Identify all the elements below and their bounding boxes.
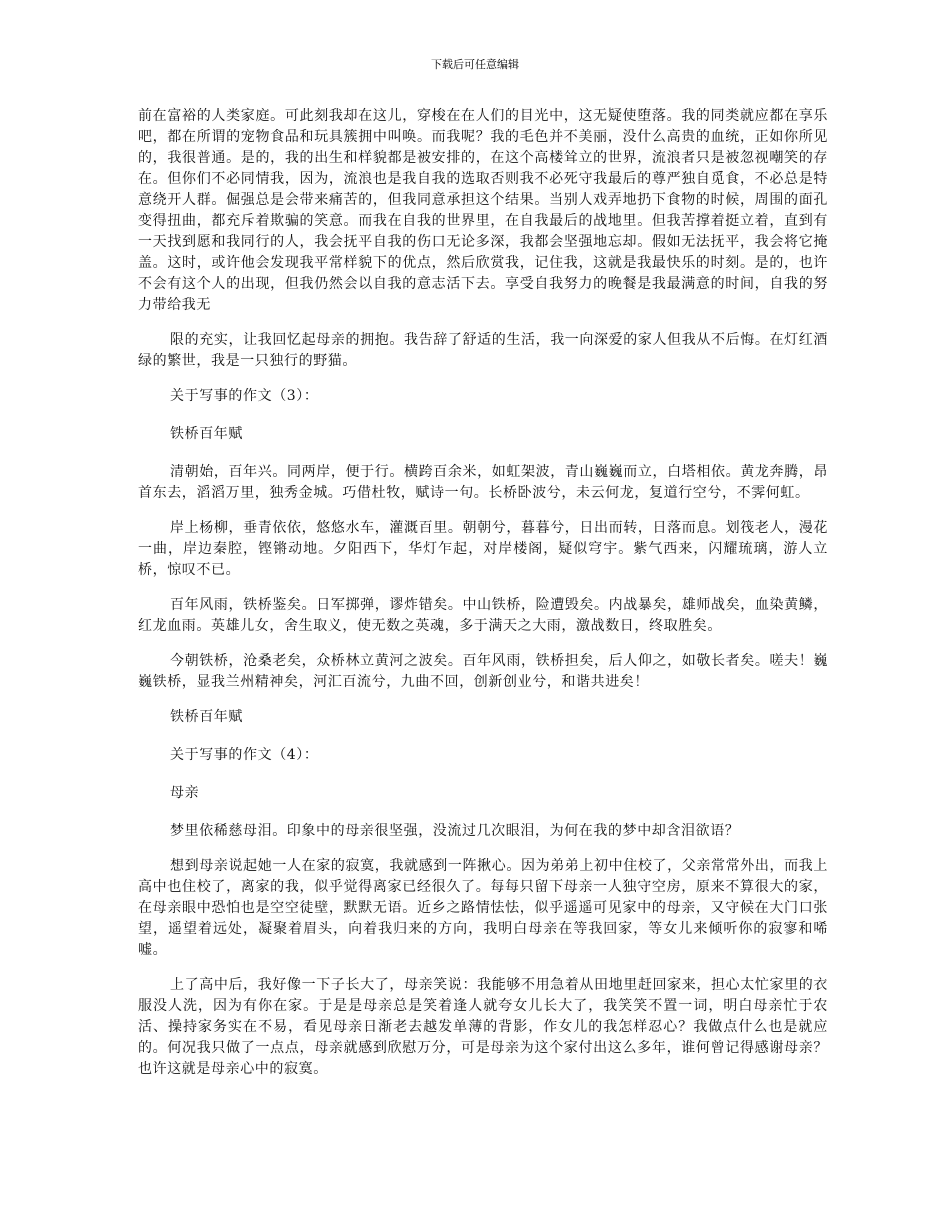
paragraph: 梦里依稀慈母泪。印象中的母亲很坚强，没流过几次眼泪，为何在我的梦中却含泪欲语？: [170, 823, 740, 839]
paragraph: 想到母亲说起她一人在家的寂寞，我就感到一阵揪心。因为弟弟上初中住校了，父亲常常外出，而我上高中也住校了，离家的我，似乎觉得离家已经很久了。每每只留下母亲一人独守空房，原来不算很大的家，在母亲眼中恐怕也是空空徒壁，默默无语。近乡之路情怯怯，似乎遥遥可见家中的母亲，又守候在大门口张望，遥望着远处，凝聚着眉头，向着我归来的方向，我明白母亲在等我回家，等女儿来倾听你的寂寥和唏嘘。: [138, 858, 828, 958]
paragraph: 清朝始，百年兴。同两岸，便于行。横跨百余米，如虹架波，青山巍巍而立，白塔相依。黄龙奔腾，昂首东去，滔滔万里，独秀金城。巧借杜牧，赋诗一句。长桥卧波兮，未云何龙，复道行空兮，不霁何虹。: [138, 464, 828, 501]
document-body: [138, 106, 828, 1094]
paragraph: 百年风雨，铁桥鉴矣。日军掷弹，谬炸错矣。中山铁桥，险遭毁矣。内战暴矣，雄师战矣，血染黄鳞，红龙血雨。英雄儿女，舍生取义，使无数之英魂，多于满天之大雨，激战数日，终取胜矣。: [138, 597, 828, 634]
section-heading: 关于写事的作文（3）：: [170, 388, 319, 404]
paragraph: 限的充实，让我回忆起母亲的拥抱。我告辞了舒适的生活，我一向深爱的家人但我从不后悔。在灯红酒绿的繁世，我是一只独行的野猫。: [138, 332, 828, 369]
paragraph: 前在富裕的人类家庭。可此刻我却在这儿，穿梭在在人们的目光中，这无疑使堕落。我的同类就应都在享乐吧，都在所谓的宠物食品和玩具簇拥中叫唤。而我呢？我的毛色并不美丽，没什么高贵的血统，正如你所见的，我很普通。是的，我的出生和样貌都是被安排的，在这个高楼耸立的世界，流浪者只是被忽视嘲笑的存在。但你们不必同情我，因为，流浪也是我自我的选取否则我不必死守我最后的尊严独自觅食，不必总是特意绕开人群。倔强总是会带来痛苦的，但我同意承担这个结果。当别人戏弄地扔下食物的时候，周围的面孔变得扭曲，都充斥着欺骗的笑意。而我在自我的世界里，在自我最后的战地里。但我苦撑着挺立着，直到有一天找到愿和我同行的人，我会抚平自我的伤口无论多深，我都会坚强地忘却。假如无法抚平，我会将它掩盖。这时，或许他会发现我平常样貌下的优点，然后欣赏我，记住我，这就是我最快乐的时刻。是的，也许不会有这个人的出现，但我仍然会以自我的意志活下去。享受自我努力的晚餐是我最满意的时间，自我的努力带给我无: [138, 108, 828, 313]
paragraph: 上了高中后，我好像一下子长大了，母亲笑说：我能够不用急着从田地里赶回家来，担心太忙家里的衣服没人洗，因为有你在家。于是是母亲总是笑着逢人就夸女儿长大了，我笑笑不置一词，明白母亲忙于农活、操持家务实在不易，看见母亲日渐老去越发单薄的背影，作女儿的我怎样忍心？我做点什么也是就应的。何况我只做了一点点，母亲就感到欣慰万分，可是母亲为这个家付出这么多年，谁何曾记得感谢母亲？也许这就是母亲心中的寂寞。: [138, 977, 828, 1077]
page-header: 下载后可任意编辑: [431, 58, 519, 71]
essay-title: 母亲: [170, 785, 200, 801]
paragraph: 今朝铁桥，沧桑老矣，众桥林立黄河之波矣。百年风雨，铁桥担矣，后人仰之，如敬长者矣。嗟夫！巍巍铁桥，显我兰州精神矣，河汇百流兮，九曲不回，创新创业兮，和谐共进矣！: [138, 653, 828, 690]
essay-title: 铁桥百年赋: [170, 426, 243, 442]
section-heading: 关于写事的作文（4）：: [170, 747, 319, 763]
essay-title: 铁桥百年赋: [170, 709, 243, 725]
paragraph: 岸上杨柳，垂青依依，悠悠水车，灌溉百里。朝朝兮，暮暮兮，日出而转，日落而息。划筏老人，漫花一曲，岸边秦腔，铿锵动地。夕阳西下，华灯乍起，对岸楼阁，疑似穹宇。紫气西来，闪耀琉璃，游人立桥，惊叹不已。: [138, 520, 828, 578]
